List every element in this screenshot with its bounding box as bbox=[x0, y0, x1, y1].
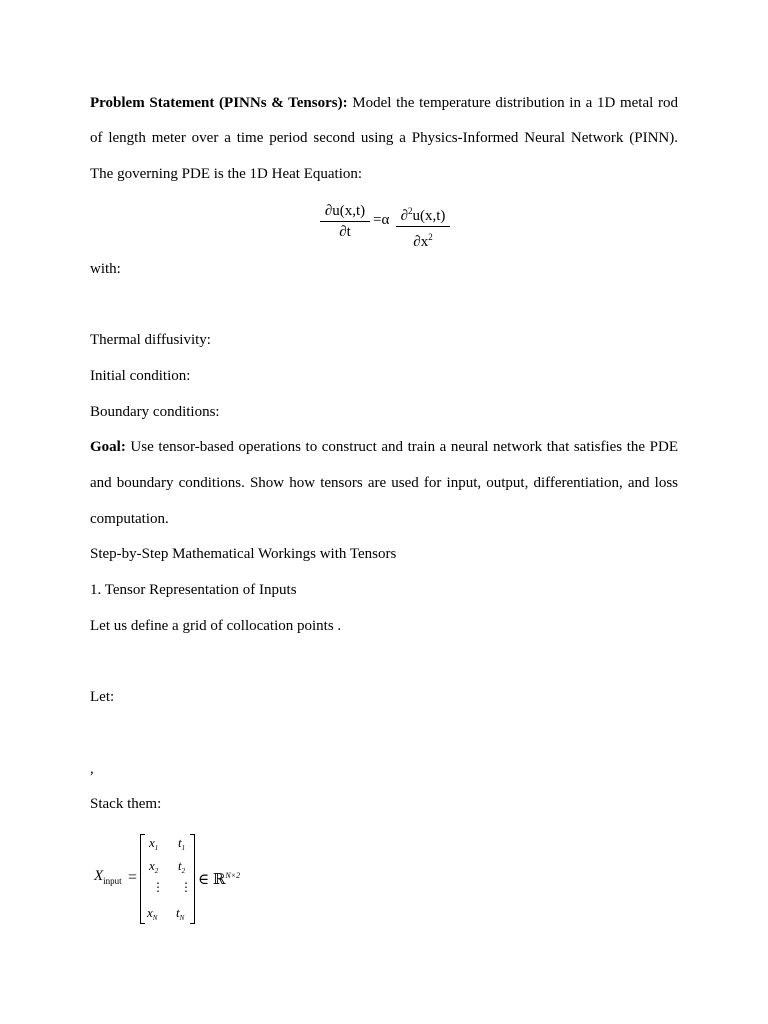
equation-lhs-fraction bbox=[320, 202, 370, 241]
matrix-cell-t1: $t_1$ bbox=[178, 835, 186, 852]
problem-line-1-text: Model the temperature distribution in a 1D metal rod bbox=[347, 95, 678, 111]
step-1-title: 1. Tensor Representation of Inputs bbox=[90, 582, 297, 598]
goal-line-2: and boundary conditions. Show how tensors are used for input, output, differentiation, and loss bbox=[90, 475, 678, 491]
with-label: with: bbox=[90, 261, 121, 277]
boundary-conditions-label: Boundary conditions: bbox=[90, 404, 220, 420]
matrix-cell-xN: $x_N$ bbox=[147, 905, 158, 922]
problem-line-1 bbox=[90, 94, 678, 112]
problem-line-3: The governing PDE is the 1D Heat Equation: bbox=[90, 166, 363, 182]
matrix-equals: = bbox=[128, 869, 138, 886]
equation-rhs-fraction bbox=[396, 202, 450, 251]
matrix-lhs: $X_{input}$ bbox=[94, 868, 122, 886]
section-title: Step-by-Step Mathematical Workings with Tensors bbox=[90, 546, 397, 562]
matrix-vdots-x: ⋮ bbox=[152, 880, 164, 894]
comma-text: , bbox=[90, 761, 94, 777]
equation-lhs-denominator: ∂t bbox=[339, 224, 351, 240]
goal-line-1 bbox=[90, 438, 678, 456]
matrix-cell-x1: $x_1$ bbox=[149, 835, 159, 852]
matrix-right-bracket bbox=[190, 834, 195, 924]
equation-rhs-denominator: $\partial x^2$ bbox=[413, 232, 433, 250]
matrix-membership: ∈ ℝ$^{N\times 2}$ bbox=[198, 871, 241, 888]
goal-line-3: computation. bbox=[90, 511, 169, 527]
equation-lhs-numerator: ∂u(x,t) bbox=[324, 203, 366, 219]
goal-line-1-text: Use tensor-based operations to construct and train a neural network that satisfies the PDE bbox=[125, 439, 678, 455]
equation-rhs-numerator: ∂$^2$u(x,t) bbox=[400, 206, 446, 224]
matrix-cell-x2: $x_2$ bbox=[149, 858, 159, 875]
matrix-vdots-t: ⋮ bbox=[180, 880, 192, 894]
grid-text: Let us define a grid of collocation points . bbox=[90, 618, 342, 634]
thermal-diffusivity-label: Thermal diffusivity: bbox=[90, 332, 211, 348]
stack-text: Stack them: bbox=[90, 796, 162, 812]
input-matrix-equation bbox=[92, 832, 292, 927]
let-text: Let: bbox=[90, 689, 115, 705]
matrix-cell-tN: $t_N$ bbox=[176, 905, 185, 922]
problem-line-2: of length meter over a time period second using a Physics-Informed Neural Network (PINN). bbox=[90, 130, 678, 146]
heat-equation bbox=[320, 202, 460, 250]
matrix-left-bracket bbox=[140, 834, 145, 924]
matrix-cell-t2: $t_2$ bbox=[178, 858, 186, 875]
equation-equals-alpha: =α bbox=[373, 212, 390, 228]
goal-heading: Goal: bbox=[90, 439, 126, 455]
problem-heading: Problem Statement (PINNs & Tensors): bbox=[90, 95, 348, 111]
initial-condition-label: Initial condition: bbox=[90, 368, 191, 384]
